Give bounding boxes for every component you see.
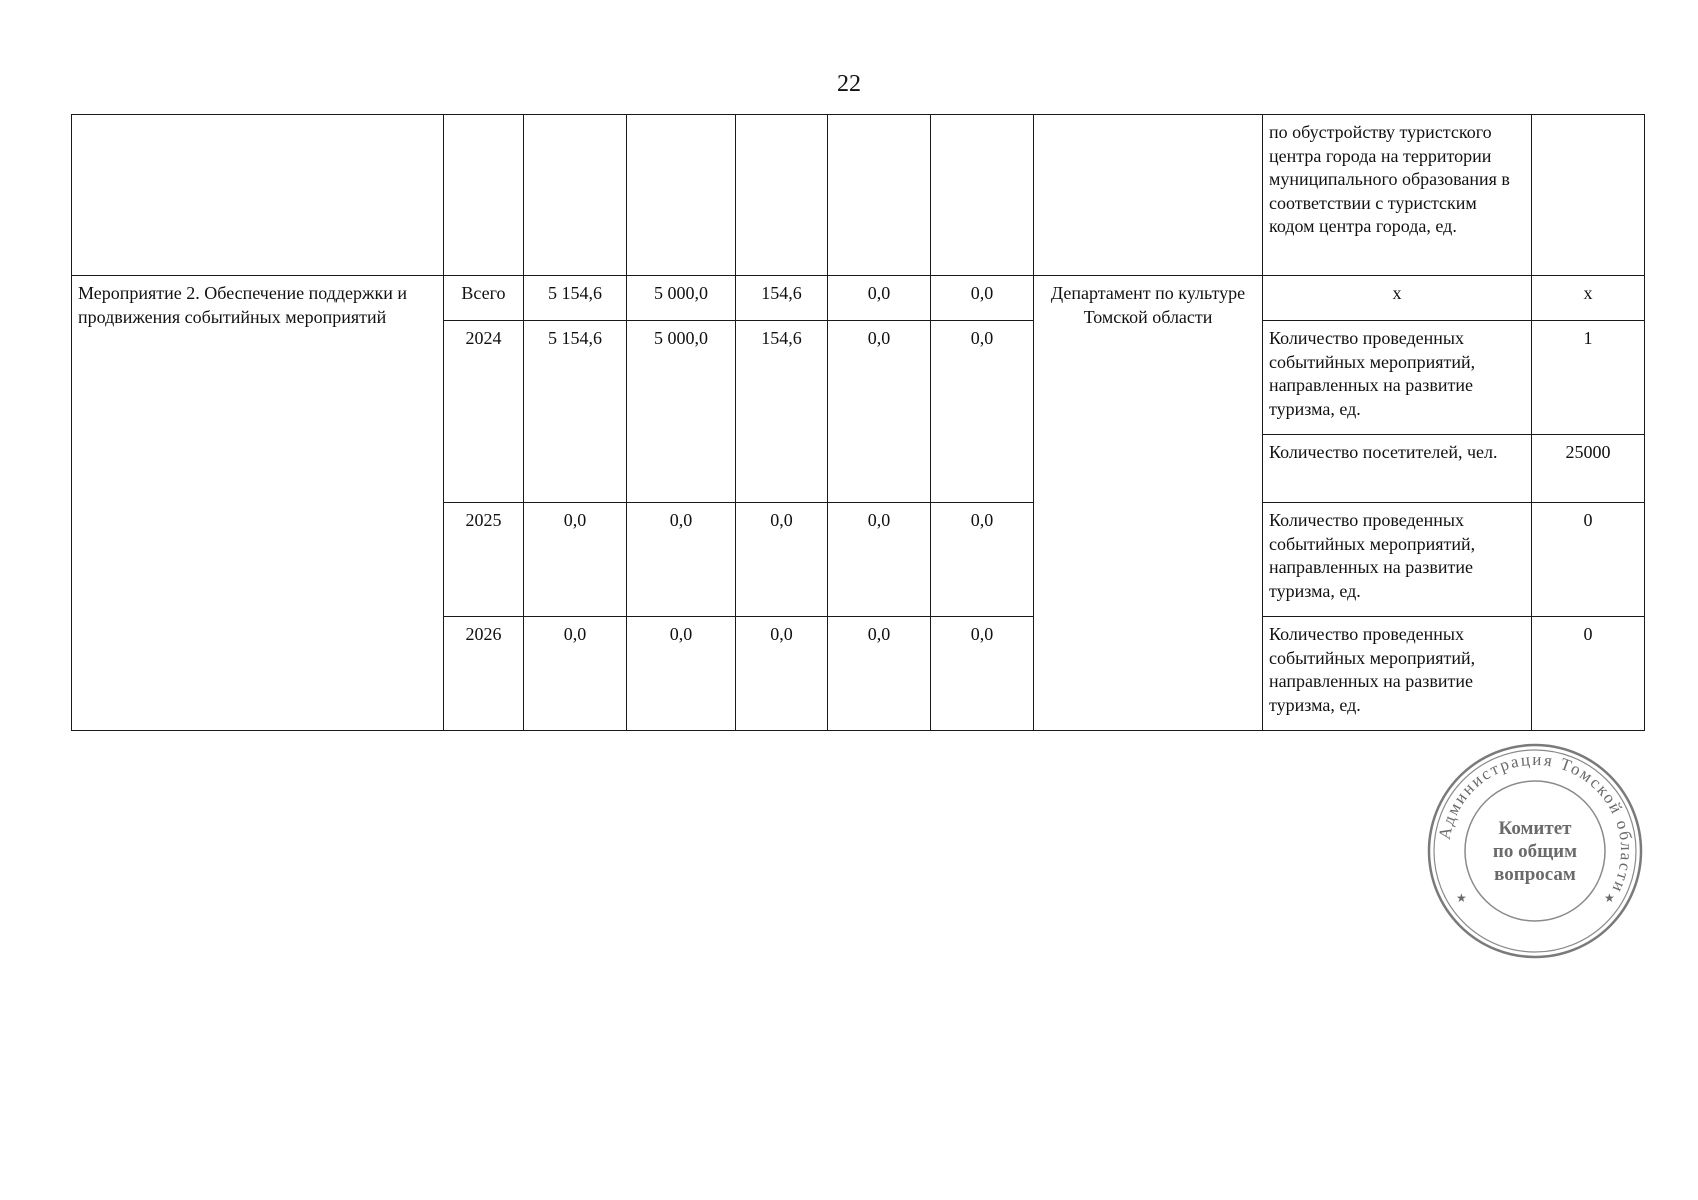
indicator-cell: Количество проведенных событийных мероприятий, направленных на развитие туризма, ед. [1263,503,1532,617]
table-row [72,276,1645,321]
indicator-cell: х [1263,276,1532,321]
table-cell [828,115,931,276]
indicator-value: х [1532,276,1645,321]
indicator-cell: по обустройству туристского центра города на территории муниципального образования в соответствии с туристским кодом центра города, ед. [1263,115,1532,276]
continuation-row [72,115,1645,276]
value-cell: 154,6 [736,276,828,321]
value-cell: 0,0 [828,321,931,503]
table-cell [627,115,736,276]
stamp-line-2: по общим [1492,841,1578,862]
table-cell [444,115,524,276]
stamp-star-right-icon: ★ [1604,891,1615,905]
activity-name: Мероприятие 2. Обеспечение поддержки и продвижения событийных мероприятий [72,276,444,731]
value-cell: 0,0 [828,276,931,321]
stamp-star-left-icon: ★ [1456,891,1467,905]
value-cell: 5 000,0 [627,321,736,503]
value-cell: 5 154,6 [524,276,627,321]
indicator-cell: Количество проведенных событийных мероприятий, направленных на развитие туризма, ед. [1263,321,1532,435]
indicator-value: 0 [1532,503,1645,617]
value-cell: 0,0 [931,503,1034,617]
value-cell: 0,0 [524,503,627,617]
value-cell: 0,0 [931,276,1034,321]
value-cell: 0,0 [524,617,627,731]
table-cell [1034,115,1263,276]
value-cell: 154,6 [736,321,828,503]
value-cell: 0,0 [736,503,828,617]
responsible-executor: Департамент по культуре Томской области [1034,276,1263,731]
table-cell [524,115,627,276]
table-cell [72,115,444,276]
indicator-value: 1 [1532,321,1645,435]
stamp-ring-text: Администрация Томской области [1434,749,1637,897]
period-cell: 2024 [444,321,524,503]
indicator-value: 0 [1532,617,1645,731]
table-cell [931,115,1034,276]
value-cell: 0,0 [828,617,931,731]
value-cell: 0,0 [828,503,931,617]
activities-table [71,114,1645,731]
page-number: 22 [837,71,861,97]
indicator-cell: Количество проведенных событийных мероприятий, направленных на развитие туризма, ед. [1263,617,1532,731]
table-cell [736,115,828,276]
value-cell: 5 000,0 [627,276,736,321]
period-cell: 2026 [444,617,524,731]
indicator-cell: Количество посетителей, чел. [1263,435,1532,503]
value-cell: 0,0 [627,617,736,731]
table-cell [1532,115,1645,276]
value-cell: 5 154,6 [524,321,627,503]
value-cell: 0,0 [931,321,1034,503]
value-cell: 0,0 [627,503,736,617]
indicator-value: 25000 [1532,435,1645,503]
official-stamp [1426,742,1644,960]
stamp-line-3: вопросам [1494,864,1576,885]
stamp-line-1: Комитет [1498,818,1572,839]
value-cell: 0,0 [736,617,828,731]
period-cell: Всего [444,276,524,321]
period-cell: 2025 [444,503,524,617]
value-cell: 0,0 [931,617,1034,731]
